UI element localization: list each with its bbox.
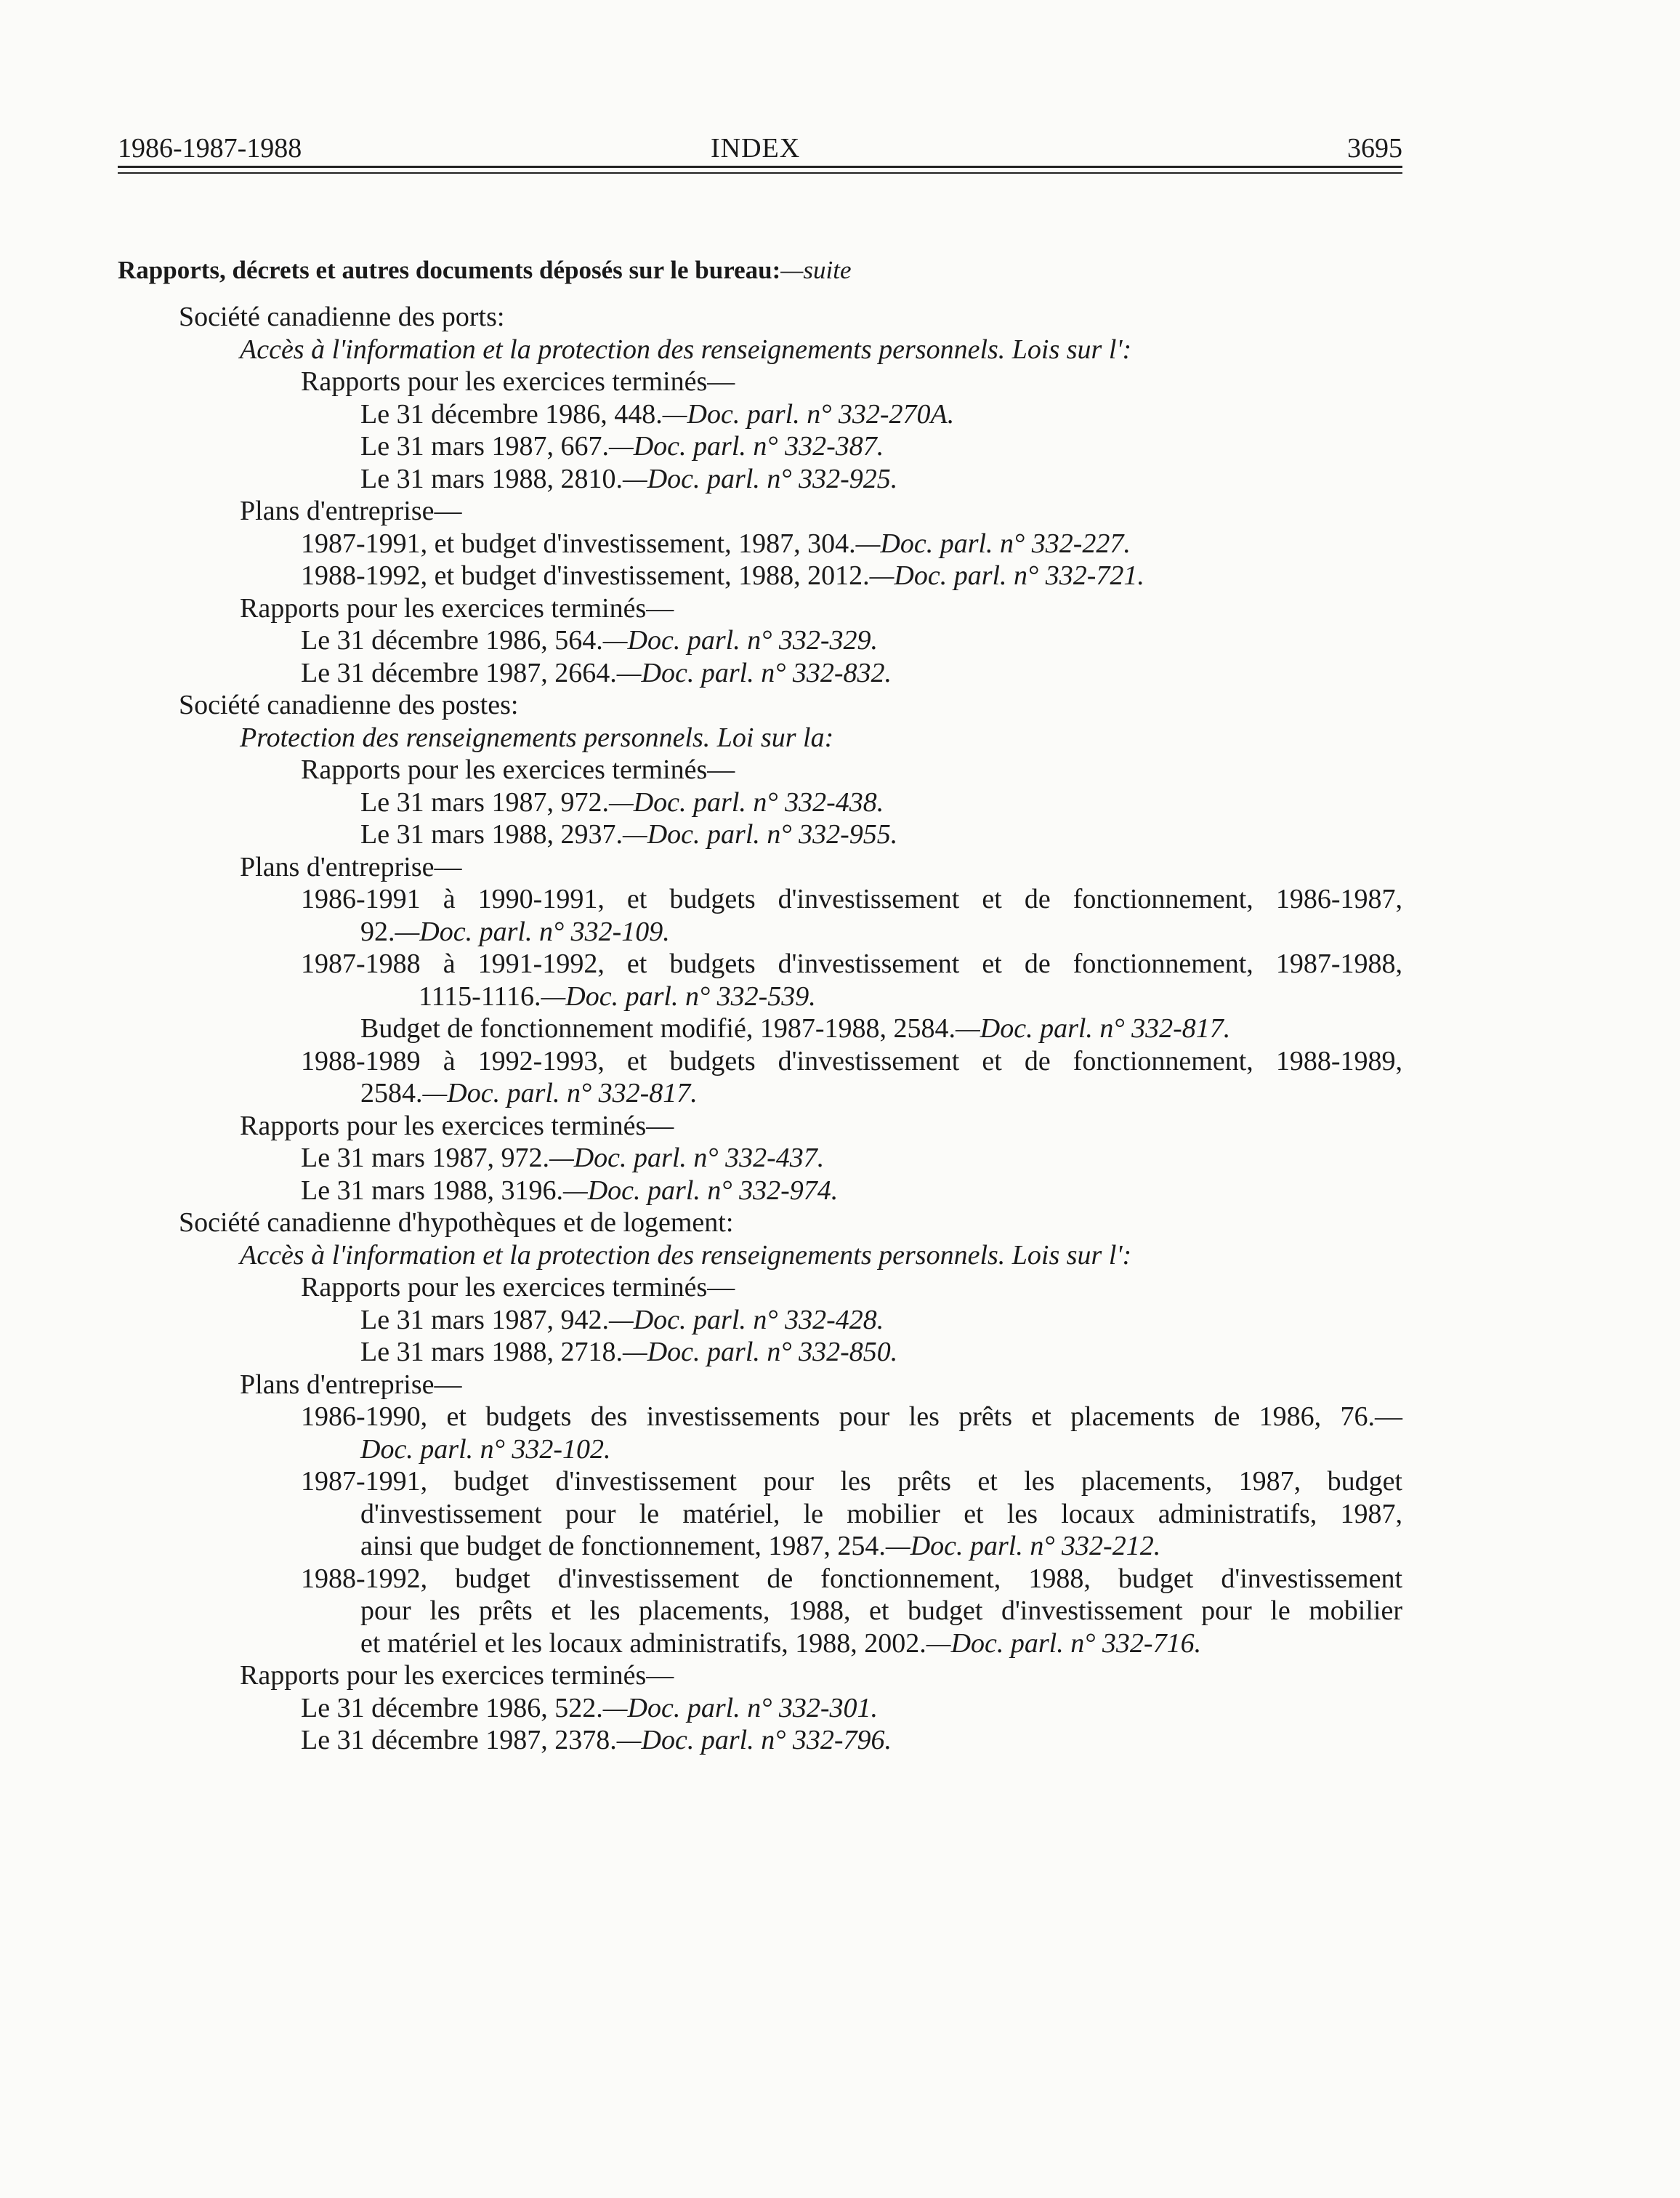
index-entry: Plans d'entreprise— bbox=[240, 1369, 462, 1400]
index-entry: Société canadienne d'hypothèques et de logement: bbox=[179, 1207, 734, 1238]
header-rule-top bbox=[118, 166, 1402, 168]
index-entry: 92.—Doc. parl. n° 332-109. bbox=[360, 916, 670, 947]
index-entry: Rapports pour les exercices terminés— bbox=[301, 754, 735, 785]
index-entry: Accès à l'information et la protection des renseignements personnels. Lois sur l': bbox=[240, 334, 1132, 365]
index-entry: Le 31 mars 1988, 2718.—Doc. parl. n° 332-850. bbox=[360, 1337, 898, 1367]
index-entry: Société canadienne des ports: bbox=[179, 302, 505, 332]
index-entry: Rapports pour les exercices terminés— bbox=[240, 1660, 674, 1691]
index-entry: 1987-1991, et budget d'investissement, 1987, 304.—Doc. parl. n° 332-227. bbox=[301, 528, 1131, 559]
heading-suffix: —suite bbox=[780, 256, 852, 284]
index-entry: 1988-1989 à 1992-1993, et budgets d'investissement et de fonctionnement, 1988-1989, bbox=[301, 1045, 1402, 1076]
index-entry: Le 31 décembre 1986, 564.—Doc. parl. n° 332-329. bbox=[301, 625, 879, 656]
index-entry: et matériel et les locaux administratifs, 1988, 2002.—Doc. parl. n° 332-716. bbox=[360, 1627, 1202, 1659]
index-entry: Plans d'entreprise— bbox=[240, 851, 462, 882]
index-entry: Le 31 mars 1987, 942.—Doc. parl. n° 332-428. bbox=[360, 1304, 884, 1335]
header-title: INDEX bbox=[711, 133, 801, 164]
index-entry: Rapports pour les exercices terminés— bbox=[240, 1110, 674, 1141]
index-entry: 1988-1992, budget d'investissement de fonctionnement, 1988, budget d'investissement bbox=[301, 1563, 1402, 1594]
index-entry: Le 31 décembre 1987, 2378.—Doc. parl. n° 332-796. bbox=[301, 1725, 892, 1755]
index-entry: Le 31 décembre 1986, 522.—Doc. parl. n° 332-301. bbox=[301, 1692, 879, 1723]
index-entry: 1987-1988 à 1991-1992, et budgets d'investissement et de fonctionnement, 1987-1988, bbox=[301, 949, 1402, 979]
index-entry: Le 31 mars 1987, 972.—Doc. parl. n° 332-437. bbox=[301, 1143, 825, 1173]
section-heading bbox=[118, 254, 1402, 286]
index-entry: 1986-1991 à 1990-1991, et budgets d'investissement et de fonctionnement, 1986-1987, bbox=[301, 884, 1402, 914]
heading-text: Rapports, décrets et autres documents déposés sur le bureau: bbox=[118, 256, 781, 284]
index-entry: Accès à l'information et la protection des renseignements personnels. Lois sur l': bbox=[240, 1239, 1132, 1271]
index-entry: Le 31 décembre 1987, 2664.—Doc. parl. n° 332-832. bbox=[301, 657, 892, 688]
index-entry: Le 31 mars 1988, 2810.—Doc. parl. n° 332-925. bbox=[360, 463, 898, 494]
index-entry: 1988-1992, et budget d'investissement, 1988, 2012.—Doc. parl. n° 332-721. bbox=[301, 560, 1144, 591]
page-number: 3695 bbox=[1347, 133, 1402, 164]
index-entry: Le 31 mars 1987, 972.—Doc. parl. n° 332-438. bbox=[360, 786, 884, 818]
index-entry: Société canadienne des postes: bbox=[179, 690, 519, 720]
index-entry: Le 31 mars 1988, 2937.—Doc. parl. n° 332-955. bbox=[360, 819, 898, 850]
index-entry: Rapports pour les exercices terminés— bbox=[240, 592, 674, 624]
index-entry: 1986-1990, et budgets des investissements pour les prêts et placements de 1986, 76.— bbox=[301, 1401, 1402, 1432]
index-entry: Budget de fonctionnement modifié, 1987-1988, 2584.—Doc. parl. n° 332-817. bbox=[360, 1013, 1231, 1044]
index-entry: Le 31 décembre 1986, 448.—Doc. parl. n° 332-270A. bbox=[360, 398, 955, 430]
index-body bbox=[118, 254, 1402, 1757]
index-entry: pour les prêts et les placements, 1988, et budget d'investissement pour le mobilier bbox=[360, 1595, 1402, 1626]
index-entry: 1115-1116.—Doc. parl. n° 332-539. bbox=[419, 981, 816, 1012]
index-entry: Protection des renseignements personnels. Loi sur la: bbox=[240, 722, 834, 753]
header-years: 1986-1987-1988 bbox=[118, 133, 302, 164]
header-rule-bottom bbox=[118, 172, 1402, 174]
index-entry: d'investissement pour le matériel, le mobilier et les locaux administratifs, 1987, bbox=[360, 1498, 1402, 1529]
index-entry: ainsi que budget de fonctionnement, 1987, 254.—Doc. parl. n° 332-212. bbox=[360, 1531, 1161, 1561]
index-entry: Doc. parl. n° 332-102. bbox=[360, 1433, 611, 1465]
index-entry: Plans d'entreprise— bbox=[240, 496, 462, 526]
index-entry: Rapports pour les exercices terminés— bbox=[301, 1272, 735, 1303]
index-entry: 2584.—Doc. parl. n° 332-817. bbox=[360, 1078, 698, 1108]
index-entry: Le 31 mars 1988, 3196.—Doc. parl. n° 332-974. bbox=[301, 1175, 839, 1206]
page-header bbox=[118, 124, 1402, 164]
index-entry: Le 31 mars 1987, 667.—Doc. parl. n° 332-387. bbox=[360, 431, 884, 462]
index-entry: Rapports pour les exercices terminés— bbox=[301, 366, 735, 397]
index-entry: 1987-1991, budget d'investissement pour les prêts et les placements, 1987, budget bbox=[301, 1466, 1402, 1497]
